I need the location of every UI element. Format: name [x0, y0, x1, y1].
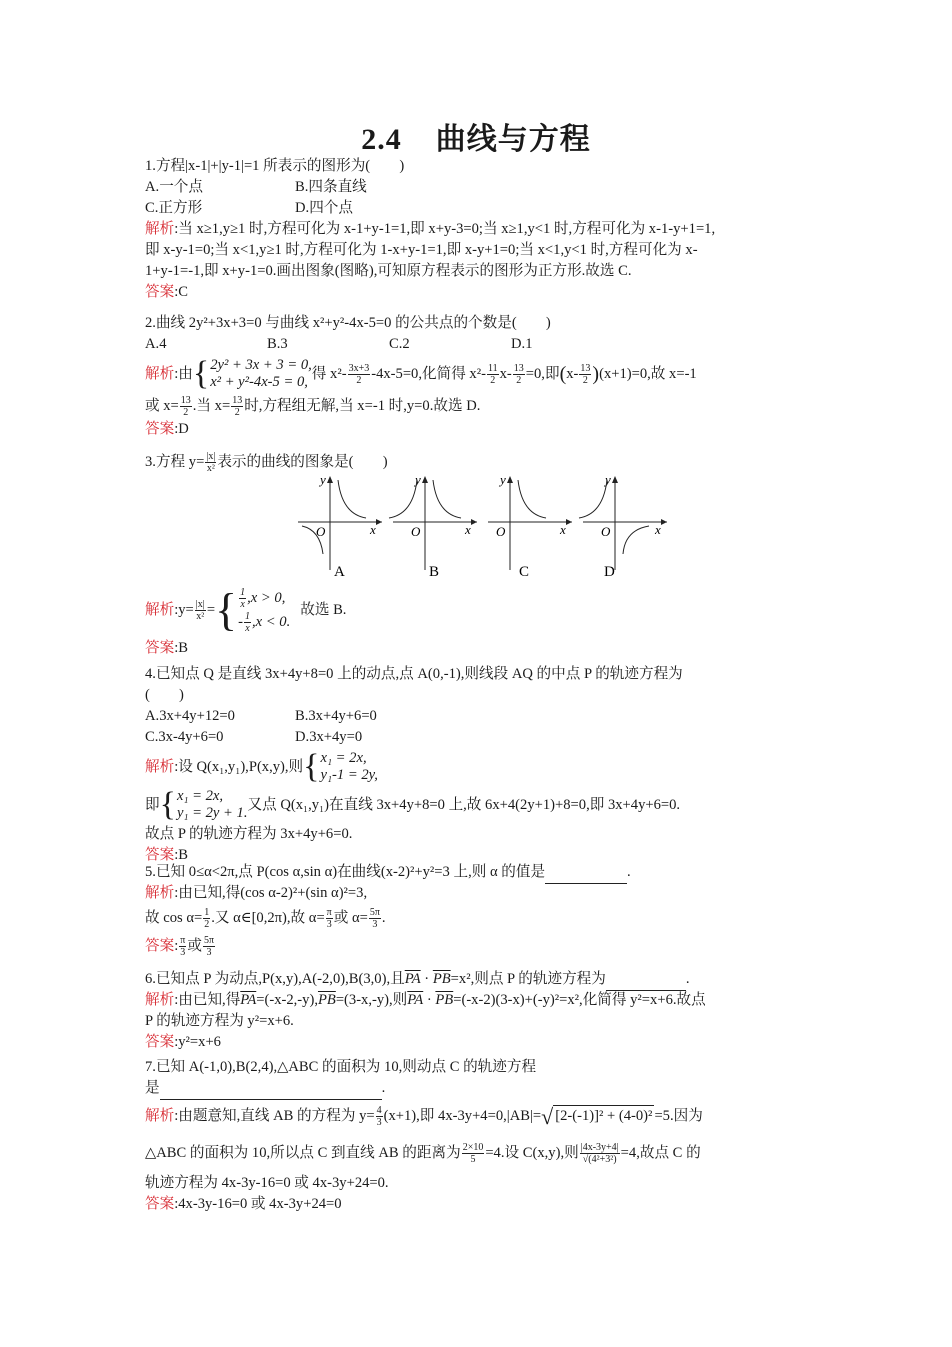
q5-line2-a: 故 cos α=: [145, 909, 203, 926]
q2-sys-prefix: :由: [174, 365, 193, 382]
frac-den: 2: [582, 374, 588, 386]
q3-graphs: [290, 470, 670, 580]
frac-den: √(4²+3²): [582, 1153, 617, 1165]
frac-num: π: [326, 906, 332, 918]
frac-den: 3: [206, 946, 212, 958]
q2-frac6: [231, 395, 243, 418]
frac-num: π: [180, 934, 186, 946]
frac-den: 2: [490, 374, 496, 386]
q7-line2-c: =4,故点 C 的: [620, 1144, 701, 1161]
q1-option-d: D.四个点: [295, 200, 353, 216]
q6-an-b: =(-x-2,-y),: [256, 992, 318, 1008]
y-axis-label: y: [415, 472, 421, 487]
q3-stem-frac: [205, 451, 216, 474]
q1-analysis-line1: [145, 219, 815, 240]
q5-analysis-line2: [145, 904, 815, 932]
frac-num: |4x-3y+4|: [580, 1141, 619, 1153]
answer-label: 答案: [145, 847, 175, 863]
frac-num: 2×10: [462, 1141, 484, 1153]
q4-sys2-line1: x₁ = 2x,: [176, 788, 224, 804]
q1-analysis-line2: 即 x-y-1=0;当 x<1,y≥1 时,方程可化为 1-x+y-1=1,即 x-y+1=0;当 x<1,y<1 时,方程可化为 x-: [145, 242, 698, 258]
q3-stem-a: 3.方程 y=: [145, 453, 205, 470]
frac-den: 3: [372, 918, 378, 930]
q7-analysis-line2: [145, 1133, 815, 1173]
q2-options: [145, 334, 815, 355]
q7-answer-value: :4x-3y-16=0 或 4x-3y+24=0: [174, 1196, 342, 1212]
q3-analysis-frac: [195, 599, 206, 622]
frac-den: x: [245, 623, 250, 635]
q4-analysis-line1: [145, 748, 815, 786]
q7-stem-end: .: [381, 1080, 386, 1096]
analysis-label: 解析: [145, 1107, 175, 1124]
q4-sys1-line1: x₁ = 2x,: [320, 750, 367, 766]
q2-answer-value: :D: [174, 421, 189, 437]
q2-option-b: B.3: [267, 336, 288, 352]
q5-line2-c: 或 α=: [333, 909, 368, 926]
question-7: [145, 1057, 815, 1215]
q7-blank: [160, 1078, 382, 1100]
q4-analysis-a: :设 Q(x₁,y₁),P(x,y),则: [174, 758, 304, 775]
q7-stem2-text: 是: [145, 1080, 160, 1096]
frac-den: 3: [326, 918, 332, 930]
frac-num: 11: [487, 362, 498, 374]
graph-d: [579, 472, 667, 570]
vector-pa: $\overline{PA}$: [407, 992, 424, 1008]
frac-num: |x|: [195, 598, 205, 610]
x-axis-label: x: [560, 522, 566, 537]
q4-analysis-line2: [145, 786, 815, 824]
frac-num: 5π: [369, 906, 380, 918]
question-1: [145, 156, 815, 303]
page-title: [0, 114, 952, 158]
q4-options-row1: [145, 706, 815, 727]
q3-cases: { $\frac{1}{x}$ ,x > 0, - $\frac{1}{x}$ ,x < 0.: [215, 584, 291, 635]
q3-analysis-a: :y=: [174, 601, 194, 618]
q6-an-a: :由已知,得: [174, 992, 241, 1008]
graph-c: [488, 472, 572, 570]
q6-stem-b: =x²,则点 P 的轨迹方程为: [450, 971, 606, 987]
frac-num: 1: [245, 611, 251, 623]
q4-option-b: B.3x+4y+6=0: [295, 708, 377, 724]
q2-frac5: [180, 395, 192, 418]
q7-answer: [145, 1194, 815, 1215]
q2-frac4: [579, 363, 591, 386]
q6-an-c: =(3-x,-y),则: [335, 992, 408, 1008]
graph-label-a: A: [334, 564, 345, 580]
case-cond: ,x < 0.: [252, 614, 291, 630]
analysis-label: 解析: [145, 221, 175, 237]
q7-analysis-line1: 解析 :由题意知,直线 AB 的方程为 y= $\frac{4}{3}$ (x+1),即 4x-3y+4=0,|AB|= √ [2-(-1)]² + (4-0)² =5.因为: [145, 1103, 703, 1129]
q5-answer: [145, 932, 815, 960]
q2-text-d: =0,即: [525, 365, 560, 382]
q4-stem-line1: 4.已知点 Q 是直线 3x+4y+8=0 上的动点,点 A(0,-1),则线段 AQ 的中点 P 的轨迹方程为: [145, 666, 683, 682]
y-axis-label: y: [500, 472, 506, 487]
frac-den: 5: [470, 1153, 476, 1165]
case-prefix: -: [238, 614, 244, 630]
q1-analysis-text1: :当 x≥1,y≥1 时,方程可化为 x-1+y-1=1,即 x+y-3=0;当 x≥1,y<1 时,方程可化为 x-1-y+1=1,: [174, 221, 716, 237]
q2-text-c: x-: [499, 365, 512, 382]
q2-text-e: (x+1)=0,故 x=-1: [599, 365, 697, 382]
origin-label: O: [601, 524, 611, 539]
q1-answer: [145, 282, 815, 303]
q5-stem: [145, 862, 815, 883]
analysis-label: 解析: [145, 601, 175, 618]
origin-label: O: [496, 524, 506, 539]
q2-option-a: A.4: [145, 336, 167, 352]
q4-line2-a: 即: [145, 796, 160, 813]
q1-option-a: A.一个点: [145, 179, 203, 195]
analysis-label: 解析: [145, 885, 175, 901]
answer-label: 答案: [145, 640, 175, 656]
answer-label: 答案: [145, 937, 175, 954]
q2-sys-line1: 2y² + 3x + 3 = 0,: [210, 357, 312, 373]
q2-frac3: [513, 363, 525, 386]
q2-text-b: -4x-5=0,化简得 x²-: [371, 365, 486, 382]
q2-analysis-line2: [145, 393, 815, 419]
frac-den: 2: [183, 406, 189, 418]
q1-option-b: B.四条直线: [295, 179, 367, 195]
q5-stem-end: .: [627, 864, 631, 880]
question-6: [145, 969, 815, 1053]
q7-sqrt-inner: [2-(-1)]² + (4-0)²: [553, 1105, 654, 1127]
q5-line2-b: .又 α∈[0,2π),故 α=: [211, 909, 325, 926]
q2-answer: [145, 419, 815, 440]
question-2: [145, 313, 815, 440]
q6-answer-value: :y²=x+6: [174, 1034, 221, 1050]
q2-line2-b: .当 x=: [192, 397, 231, 414]
q3-case1: [238, 586, 290, 610]
answer-label: 答案: [145, 421, 175, 437]
graph-b: [389, 472, 477, 570]
q7-stem-line2: [145, 1078, 815, 1099]
analysis-label: 解析: [145, 758, 175, 775]
q3-analysis-line: [145, 582, 815, 638]
frac-num: 3x+3: [348, 362, 370, 374]
frac-num: 13: [232, 394, 243, 406]
q7-stem-line1: 7.已知 A(-1,0),B(2,4),△ABC 的面积为 10,则动点 C 的轨迹方程: [145, 1059, 537, 1075]
q4-system1: { x₁ = 2x, y₁-1 = 2y,: [303, 748, 378, 785]
case-cond: ,x > 0,: [247, 589, 286, 606]
q4-sys2-line2: y₁ = 2y + 1.: [176, 805, 248, 821]
q3-analysis: [145, 582, 815, 659]
answer-label: 答案: [145, 1034, 175, 1050]
answer-label: 答案: [145, 284, 175, 300]
question-4: [145, 664, 815, 866]
frac-den: 2: [516, 374, 522, 386]
q6-stem-end: .: [685, 971, 690, 987]
q1-options-row1: [145, 177, 815, 198]
dot-op: ·: [423, 992, 436, 1008]
q5-analysis-text: :由已知,得(cos α-2)²+(sin α)²=3,: [174, 885, 368, 901]
q2-analysis-line1: 解析 :由 { 2y² + 3x + 3 = 0, x² + y²-4x-5 = 0, 得 x²- $\frac{3x+3}{2}$ -4x-5=0,化简得 x²- $\frac{11}{2}$ x- $\frac{13}{2}$ =0,即 ( x- $\frac{13}{2}$ ) (x+1)=0,故 x=-1: [145, 355, 697, 392]
q5-analysis-line1: [145, 883, 815, 904]
question-5: [145, 862, 815, 960]
q7-line2-b: =4.设 C(x,y),则: [485, 1144, 579, 1161]
q3-answer: [145, 638, 815, 659]
dot-op: ·: [420, 971, 433, 987]
answer-label: 答案: [145, 1196, 175, 1212]
y-axis-label: y: [320, 472, 326, 487]
frac-num: 5π: [203, 934, 214, 946]
q3-answer-value: :B: [174, 640, 188, 656]
q4-stem-line2: ( ): [145, 687, 184, 703]
frac-den: 2: [204, 918, 210, 930]
q1-options-row2: [145, 198, 815, 219]
origin-label: O: [316, 524, 326, 539]
q4-option-a: A.3x+4y+12=0: [145, 708, 235, 724]
frac-den: 3: [180, 946, 186, 958]
graph-label-d: D: [604, 564, 615, 580]
q2-option-d: D.1: [511, 336, 533, 352]
q7-an-a: :由题意知,直线 AB 的方程为 y=: [174, 1107, 375, 1124]
q1-answer-value: :C: [174, 284, 188, 300]
frac-den: x²: [196, 610, 205, 622]
origin-label: O: [411, 524, 421, 539]
q1-analysis-line3: 1+y-1=-1,即 x+y-1=0.画出图象(图略),可知原方程表示的图形为正方形.故选 C.: [145, 263, 632, 279]
q6-an-d: =(-x-2)(3-x)+(-y)²=x²,化简得 y²=x+6.故点: [453, 992, 706, 1008]
q1-option-c: C.正方形: [145, 200, 203, 216]
q4-answer-value: :B: [174, 847, 188, 863]
x-axis-label: x: [655, 522, 661, 537]
q2-text-a: 得 x²-: [311, 365, 347, 382]
graph-a: [298, 472, 382, 570]
q2-stem: 2.曲线 2y²+3x+3=0 与曲线 x²+y²-4x-5=0 的公共点的个数是( ): [145, 315, 551, 331]
x-axis-label: x: [370, 522, 376, 537]
q2-sys-line2: x² + y²-4x-5 = 0,: [210, 374, 308, 390]
q5-answer-mid: 或: [187, 937, 202, 954]
q3-analysis-end: 故选 B.: [300, 601, 347, 618]
q2-paren-text: x-: [566, 365, 579, 382]
q2-frac2: [487, 363, 499, 386]
frac-num: 13: [180, 394, 191, 406]
frac-den: x: [240, 599, 245, 610]
q2-option-c: C.2: [389, 336, 410, 352]
q6-stem: [145, 969, 815, 990]
q4-system2: { x₁ = 2x, y₁ = 2y + 1.: [159, 786, 248, 823]
q4-sys1-line2: y₁-1 = 2y,: [320, 767, 378, 783]
q4-analysis-line3: 故点 P 的轨迹方程为 3x+4y+6=0.: [145, 826, 353, 842]
q4-option-d: D.3x+4y=0: [295, 729, 363, 745]
analysis-label: 解析: [145, 365, 175, 382]
q6-analysis-line2: P 的轨迹方程为 y²=x+6.: [145, 1013, 294, 1029]
frac-num: 4: [376, 1104, 382, 1116]
section-number: 2.4: [361, 123, 402, 156]
graph-label-b: B: [429, 564, 440, 580]
q2-frac1: [348, 363, 371, 386]
q4-line2-b: 又点 Q(x₁,y₁)在直线 3x+4y+8=0 上,故 6x+4(2y+1)+8=0,即 3x+4y+6=0.: [247, 796, 681, 813]
q4-options-row2: [145, 727, 815, 748]
vector-pb: $\overline{PB}$: [317, 992, 336, 1008]
vector-pb: $\overline{PB}$: [432, 971, 451, 987]
q3-stem-b: 表示的曲线的图象是( ): [217, 453, 388, 470]
q2-line2-c: 时,方程组无解,当 x=-1 时,y=0.故选 D.: [244, 397, 481, 414]
q7-analysis-line3: 轨迹方程为 4x-3y-16=0 或 4x-3y+24=0.: [145, 1175, 389, 1191]
frac-den: 2: [356, 374, 362, 386]
q2-system: { 2y² + 3x + 3 = 0, x² + y²-4x-5 = 0,: [192, 355, 312, 392]
frac-num: 13: [513, 362, 524, 374]
q5-stem-text: 5.已知 0≤α<2π,点 P(cos α,sin α)在曲线(x-2)²+y²=3 上,则 α 的值是: [145, 864, 546, 880]
frac-den: 2: [234, 406, 240, 418]
q7-line2-a: △ABC 的面积为 10,所以点 C 到直线 AB 的距离为: [145, 1144, 461, 1161]
graph-label-c: C: [519, 564, 530, 580]
q5-blank: [545, 862, 627, 884]
q6-answer: [145, 1032, 815, 1053]
y-axis-label: y: [605, 472, 611, 487]
analysis-label: 解析: [145, 992, 175, 1008]
q1-stem: 1.方程|x-1|+|y-1|=1 所表示的图形为( ): [145, 158, 405, 174]
frac-den: 3: [376, 1116, 382, 1128]
q7-an-b: (x+1),即 4x-3y+4=0,|AB|=: [383, 1107, 542, 1124]
x-axis-label: x: [465, 522, 471, 537]
frac-num: |x|: [206, 450, 216, 462]
q6-analysis-line1: [145, 990, 815, 1011]
vector-pb: $\overline{PB}$: [435, 992, 454, 1008]
q5-answer-a: :: [174, 937, 179, 954]
q4-option-c: C.3x-4y+6=0: [145, 729, 224, 745]
q6-stem-a: 6.已知点 P 为动点,P(x,y),A(-2,0),B(3,0),且: [145, 971, 405, 987]
frac-num: 13: [580, 362, 591, 374]
frac-num: 1: [204, 906, 210, 918]
q3-analysis-eq: =: [206, 601, 216, 618]
section-title: 曲线与方程: [435, 123, 591, 156]
q7-an-c: =5.因为: [654, 1107, 703, 1124]
q3-case2: [238, 610, 290, 634]
vector-pa: $\overline{PA}$: [404, 971, 421, 987]
frac-den: x²: [206, 462, 215, 474]
q6-blank: [606, 969, 686, 991]
vector-pa: $\overline{PA}$: [240, 992, 257, 1008]
frac-num: 1: [240, 587, 246, 598]
q2-line2-a: 或 x=: [145, 397, 179, 414]
q5-line2-d: .: [381, 909, 386, 926]
